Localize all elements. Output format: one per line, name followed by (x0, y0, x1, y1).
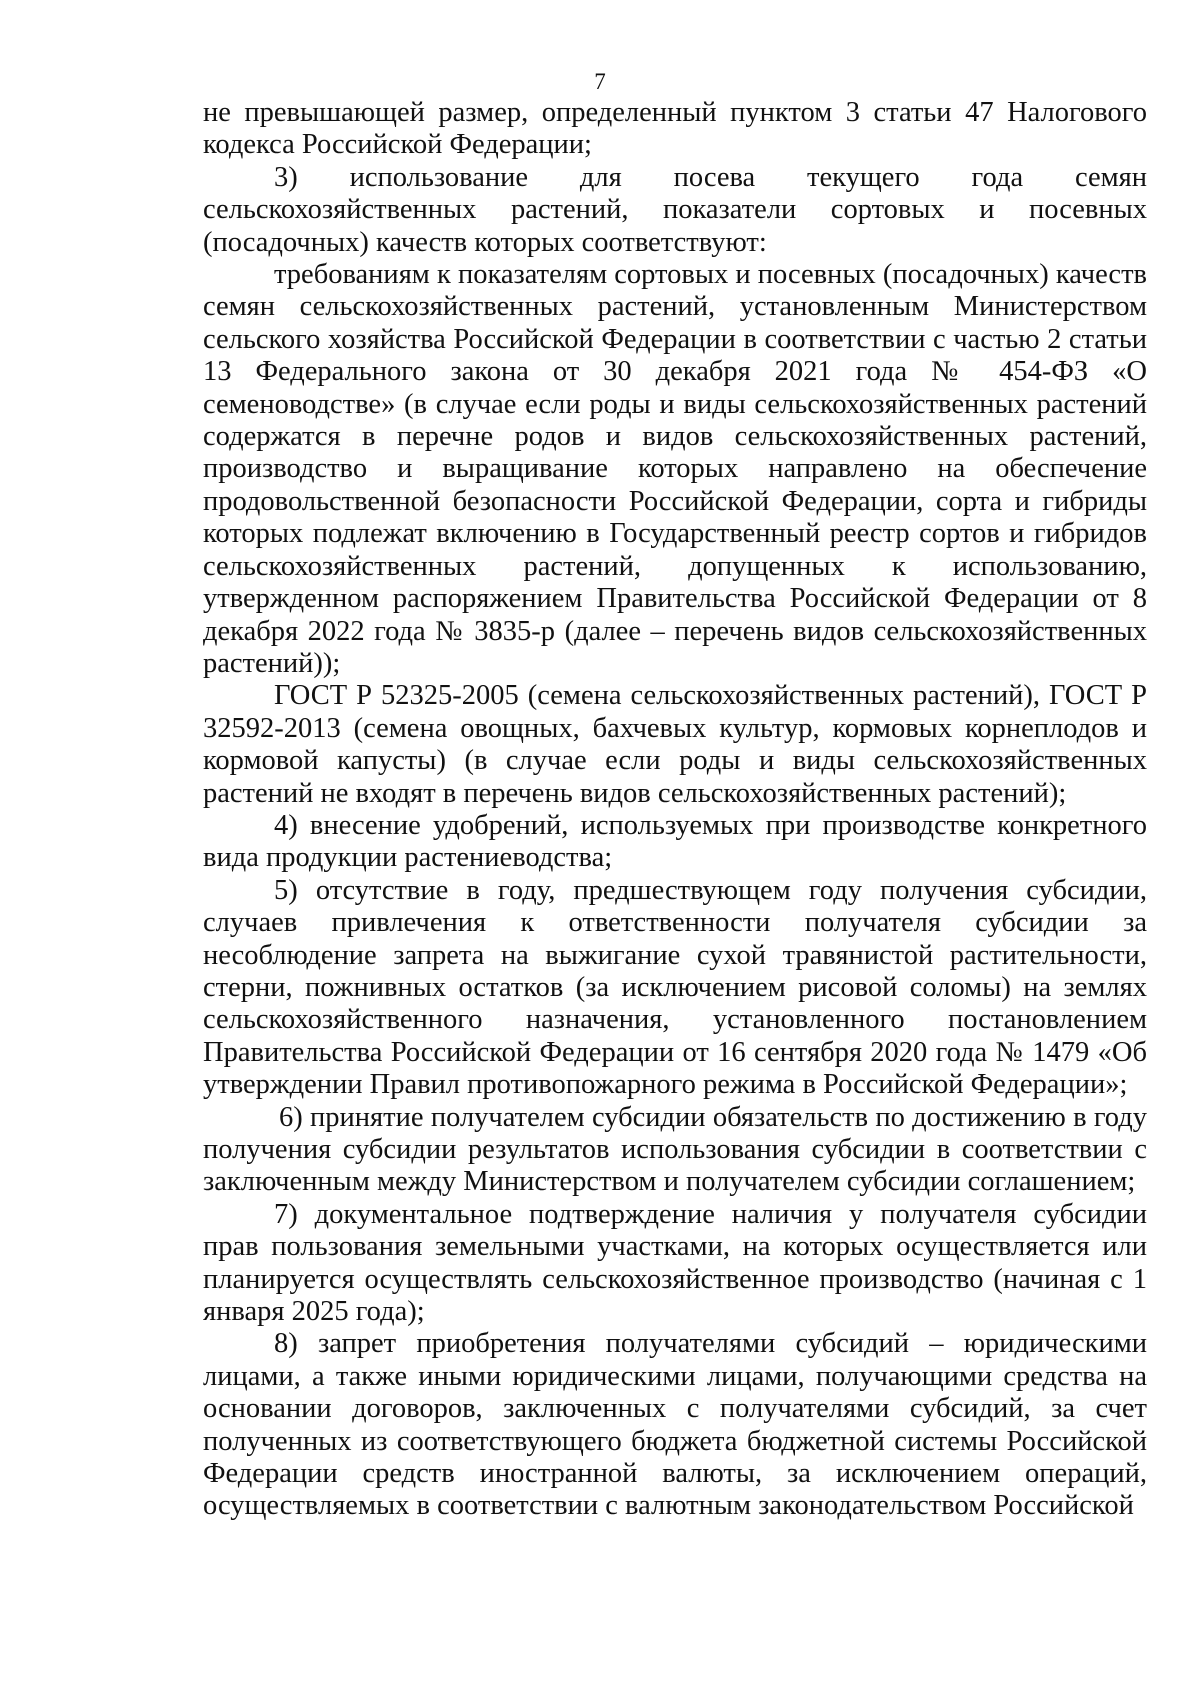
paragraph-gost: ГОСТ Р 52325-2005 (семена сельскохозяйственных растений), ГОСТ Р 32592-2013 (семена овощных, бахчевых культур, кормовых корнеплодов и кормовой капусты) (в случае если роды и виды сельскохозяйственных растений не входят в перечень видов сельскохозяйственных растений); (203, 680, 1147, 809)
paragraph-item-7: 7) документальное подтверждение наличия у получателя субсидии прав пользования земельными участками, на которых осуществляется или планируется осуществлять сельскохозяйственное производство (начиная с 1 января 2025 года); (203, 1198, 1147, 1328)
paragraph-item-6: 6) принятие получателем субсидии обязательств по достижению в году получения субсидии результатов использования субсидии в соответствии с заключенным между Министерством и получателем субсидии соглашением; (203, 1101, 1147, 1198)
paragraph-item-5: 5) отсутствие в году, предшествующем году получения субсидии, случаев привлечения к ответственности получателя субсидии за несоблюдение запрета на выжигание сухой травянистой растительности, стерни, пожнивных остатков (за исключением рисовой соломы) на землях сельскохозяйственного назначения, установленного постановлением Правительства Российской Федерации от 16 сентября 2020 года № 1479 «Об утверждении Правил противопожарного режима в Российской Федерации»; (203, 874, 1147, 1101)
paragraph-item-4: 4) внесение удобрений, используемых при производстве конкретного вида продукции растениеводства; (203, 809, 1147, 874)
page-number: 7 (594, 69, 606, 94)
paragraph-item-3: 3) использование для посева текущего года семян сельскохозяйственных растений, показатели сортовых и посевных (посадочных) качеств которых соответствуют: (203, 161, 1147, 258)
paragraph-item-8: 8) запрет приобретения получателями субсидий – юридическими лицами, а также иными юридическими лицами, получающими средства на основании договоров, заключенных с получателями субсидий, за счет полученных из соответствующего бюджета бюджетной системы Российской Федерации средств иностранной валюты, за исключением операций, осуществляемых в соответствии с валютным законодательством Российской (203, 1328, 1147, 1522)
paragraph-seed-requirements: требованиям к показателям сортовых и посевных (посадочных) качеств семян сельскохозяйственных растений, установленным Министерством сельского хозяйства Российской Федерации в соответствии с частью 2 статьи 13 Федерального закона от 30 декабря 2021 года № 454-ФЗ «О семеноводстве» (в случае если роды и виды сельскохозяйственных растений содержатся в перечне родов и видов сельскохозяйственных растений, производство и выращивание которых направлено на обеспечение продовольственной безопасности Российской Федерации, сорта и гибриды которых подлежат включению в Государственный реестр сортов и гибридов сельскохозяйственных растений, допущенных к использованию, утвержденном распоряжением Правительства Российской Федерации от 8 декабря 2022 года № 3835-р (далее – перечень видов сельскохозяйственных растений)); (203, 259, 1147, 679)
document-body (203, 97, 1147, 1523)
paragraph-continuation: не превышающей размер, определенный пунктом 3 статьи 47 Налогового кодекса Российской Федерации; (203, 97, 1147, 161)
